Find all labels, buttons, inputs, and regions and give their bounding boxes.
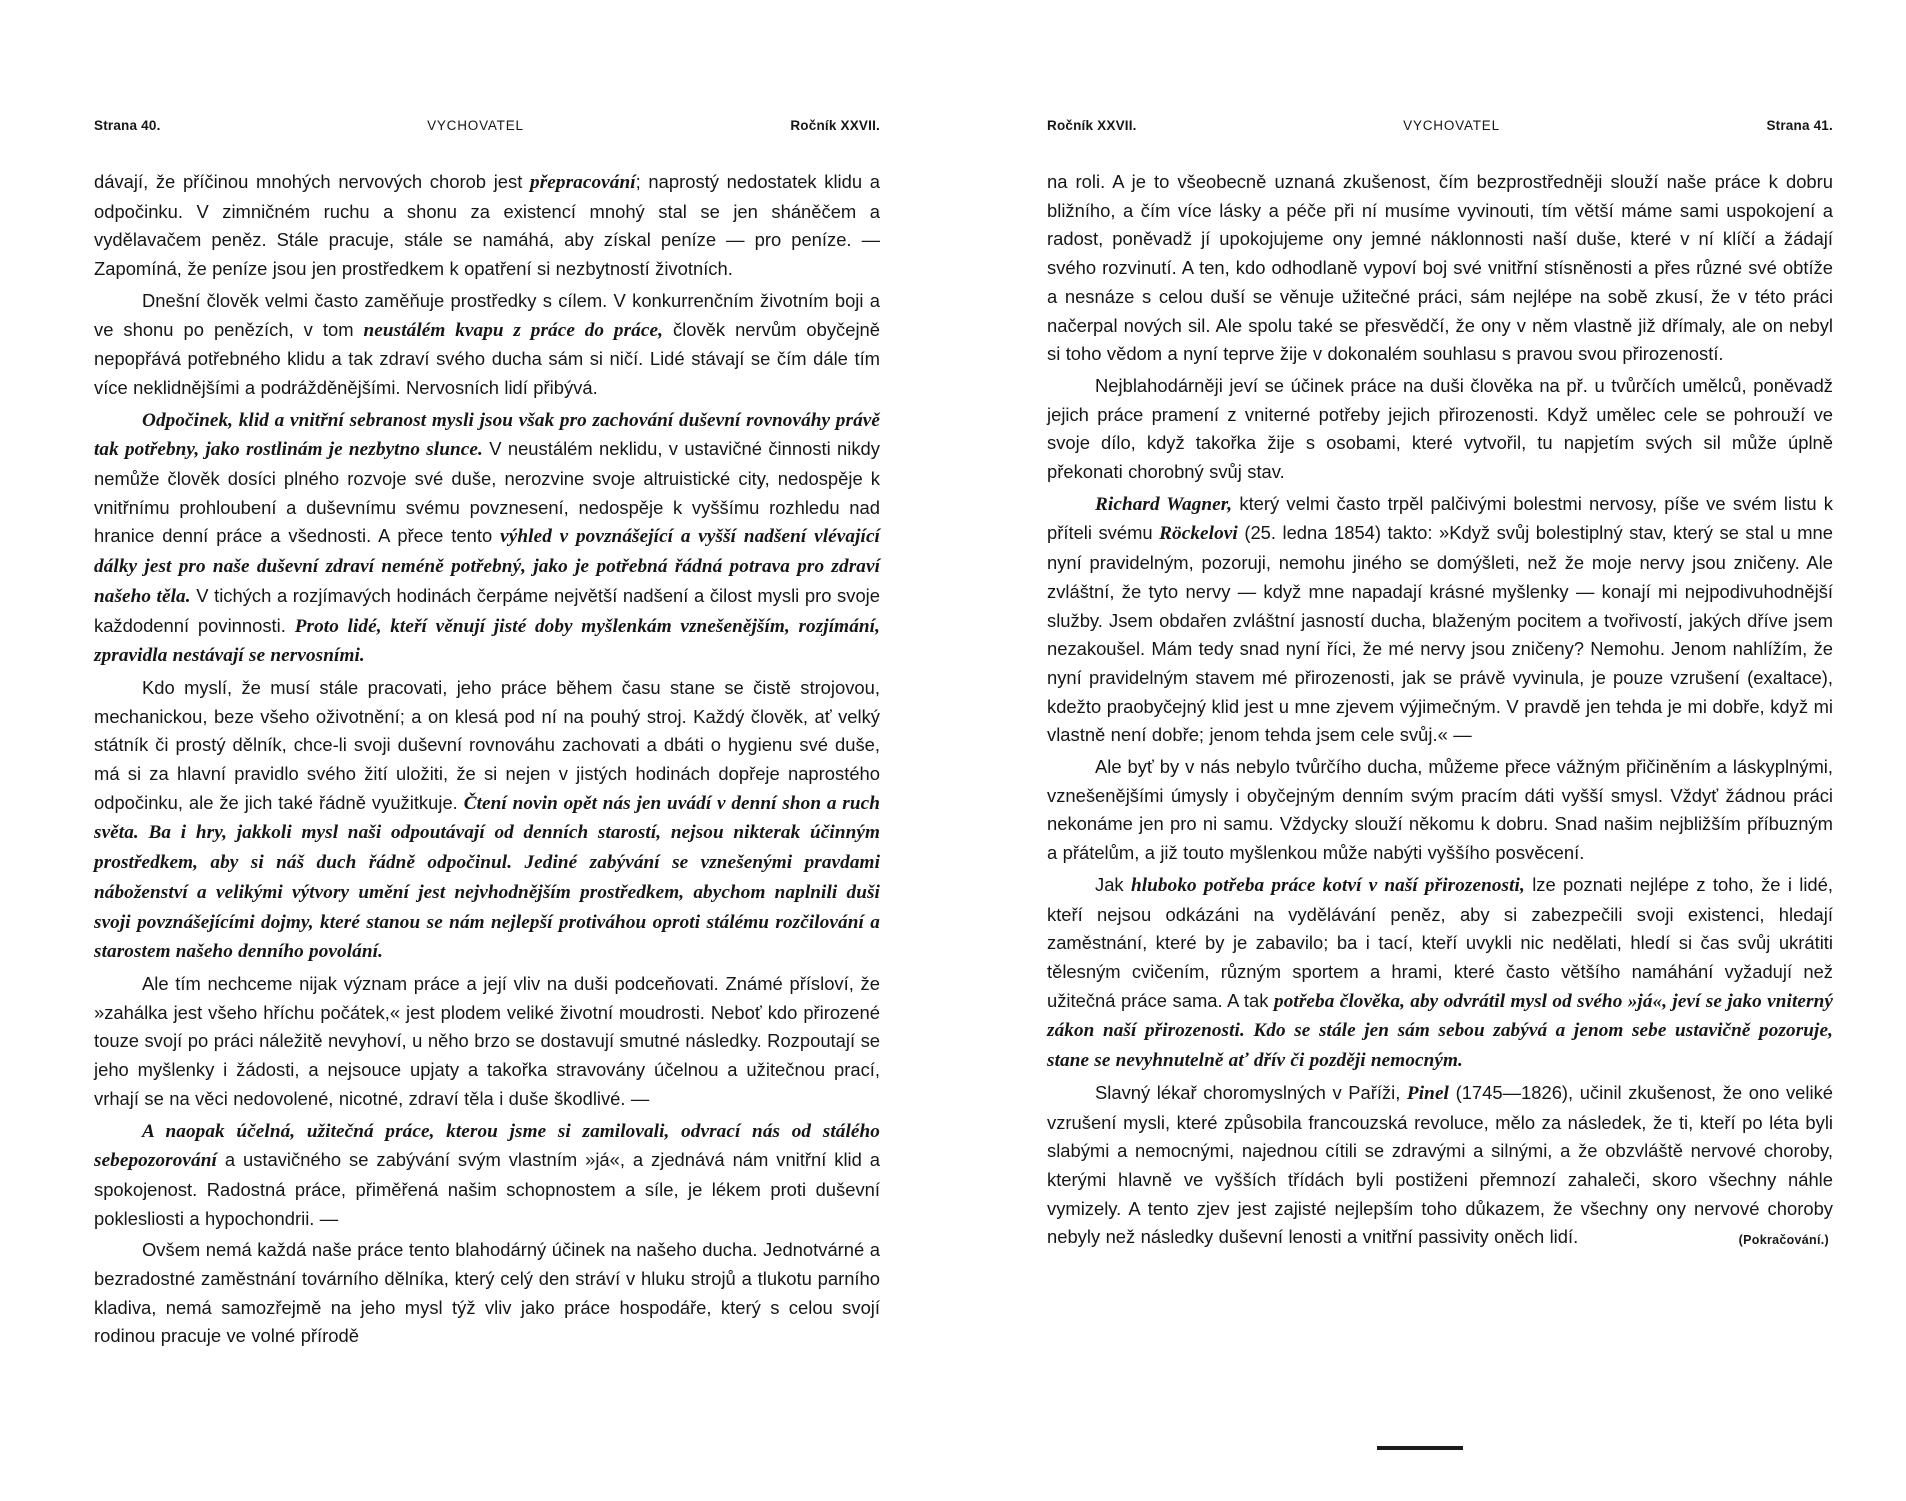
text-run: V tichých a rozjímavých hodinách čerpáme největší nadšení a čilost mysli pro svoje každodenní povinnosti. xyxy=(94,584,880,636)
paragraph xyxy=(1047,1079,1833,1252)
page-number: Strana 40. xyxy=(94,118,161,133)
emphasis-text: A naopak účelná, užitečná práce, kterou jsme si zamilovali, odvrací nás od stálého sebepozorování xyxy=(94,1120,880,1172)
right-page-body xyxy=(1047,168,1833,1252)
volume-label: Ročník XXVII. xyxy=(790,118,880,133)
paragraph xyxy=(94,1236,880,1351)
left-page-header xyxy=(94,118,880,140)
paragraph xyxy=(94,406,880,671)
text-run: Dnešní člověk velmi často zaměňuje prostředky s cílem. V konkurrenčním životním boji a ve shonu po penězích, v tom xyxy=(94,289,880,340)
paragraph xyxy=(1047,372,1833,487)
emphasis-text: Pinel xyxy=(1406,1082,1449,1104)
paragraph xyxy=(1047,168,1833,369)
text-run: (25. ledna 1854) takto: »Když svůj bolestiplný stav, který se stal u mne nyní pravidelným, pozoruji, nemohu jiného se domýšleti, než že moje nervy jsou zničeny. Ale zvláštní, že tyto nervy — když mne napadají krásné myšlenky — konají mi nejpodivuhodnější služby. Jsem obdařen zvláštní jasností ducha, blaženým pocitem a tvořivostí, jakých dříve jsem nezakoušel. Mám tedy snad nyní říci, že mé nervy jsou zničeny? Nemohu. Jenom nahlížím, že nyní pravidelným stavem mé přirozenosti, jak se právě vyvinula, je pouze vzrušení (exaltace), kdežto praobyčejný klid jest u mne zjevem výjimečným. V pravdě jen tehda je mi dobře, když mi vlastně není dobře; jenom tehda jsem cele svůj.« — xyxy=(1047,522,1833,746)
paragraph xyxy=(1047,753,1833,868)
right-page-header xyxy=(1047,118,1833,140)
emphasis-text: hluboko potřeba práce kotví v naší přirozenosti, xyxy=(1130,874,1525,896)
left-page-body xyxy=(94,168,880,1351)
emphasis-text: výhled v povznášející a vyšší nadšení vlévající dálky jest pro naše duševní zdraví neméně potřebný, jako je potřebná řádná potrava pro zdraví našeho těla. xyxy=(94,526,880,607)
emphasis-text: potřeba člověka, aby odvrátil mysl od svého »já«, jeví se jako vniterný zákon naší přirozenosti. Kdo se stále jen sám sebou zabývá a jenom sebe ustavičně pozoruje, stane se nevyhnutelně ať dřív či později nemocným. xyxy=(1047,990,1833,1072)
section-divider xyxy=(1377,1446,1463,1450)
text-run: Ale tím nechceme nijak význam práce a její vliv na duši podceňovati. Známé přísloví, že »zahálka jest všeho hříchu počátek,« jest plodem veliké životní moudrosti. Neboť kdo přirozené touze svojí po práci náležitě nevyhoví, u něho brzo se dostavují smutné následky. Rozpoutají se jeho myšlenky i žádosti, a nejsouce upjaty a takořka stravovány účelnou a užitečnou prací, vrhají se na věci nedovolené, nicotné, zdraví těla i duše škodlivé. — xyxy=(94,972,880,1109)
text-run: Ale byť by v nás nebylo tvůrčího ducha, můžeme přece vážným přičiněním a láskyplnými, vznešenějšími úmysly i obyčejným denním svým pracím dáti vyšší smysl. Vždyť žádnou práci nekonáme jen pro ni samu. Vždycky slouží někomu k dobru. Snad našim nejbližším příbuzným a přátelům, a již touto myšlenkou může nabýti vyššího posvěcení. xyxy=(1047,756,1833,864)
emphasis-text: Richard Wagner, xyxy=(1095,493,1233,515)
journal-title: VYCHOVATEL xyxy=(1403,118,1500,133)
right-page xyxy=(1047,118,1833,1458)
text-run: dávají, že příčinou mnohých nervových chorob jest xyxy=(94,171,530,192)
paragraph xyxy=(1047,490,1833,750)
continuation-note: (Pokračování.) xyxy=(1738,1233,1829,1248)
emphasis-text: Röckelovi xyxy=(1159,523,1238,545)
text-run: Kdo myslí, že musí stále pracovati, jeho práce během času stane se čistě strojovou, mechanickou, beze všeho oživotnění; a on klesá pod ní na pouhý stroj. Každý člověk, ať velký státník či prostý dělník, chce-li svoji duševní rovnováhu zachovati a dbáti o hygienu své duše, má si za hlavní pravidlo svého žití uložiti, že si nejen v jistých hodinách dopřeje naprostého odpočinku, ale že jich také řádně využitkuje. xyxy=(94,676,880,813)
page-number: Strana 41. xyxy=(1766,118,1833,133)
text-run: člověk nervům obyčejně nepopřává potřebného klidu a tak zdraví svého ducha sám si ničí. Lidé stávají se čím dále tím více neklidnějšími a podrážděnějšími. Nervosních lidí přibývá. xyxy=(94,318,881,398)
emphasis-text: neustálém kvapu z práce do práce, xyxy=(363,319,663,341)
emphasis-text: Čtení novin opět nás jen uvádí v denní shon a ruch světa. Ba i hry, jakkoli mysl naši odpoutávají od denních starostí, nejsou nikterak účinným prostředkem, aby si náš duch řádně odpočinul. Jediné zabývání se vznešenými pravdami náboženství a velikými výtvory umění jest nejvhodnějším prostředkem, abychom naplnili duši svoji povznášejícími dojmy, které stanou se nám nejlepší protiváhou oproti stálému rozčilování a starostem našeho denního povolání. xyxy=(94,792,880,963)
text-run: a ustavičného se zabývání svým vlastním »já«, a zjednává nám vnitřní klid a spokojenost. Radostná práce, přiměřená našim schopnostem a síle, je lékem proti duševní poklesliosti a hypochondrii. — xyxy=(94,1149,880,1229)
text-run: (1745—1826), učinil zkušenost, že ono veliké vzrušení mysli, které způsobila francouzská revoluce, mělo za následek, že ti, kteří po léta byli slabými a nemocnými, najednou cítili se zdravými a silnými, a že obzvláště nervové choroby, kterými hlavně ve vyšších třídách byli postiženi přemnozí zahaleči, skoro všechny náhle vymizely. A tento zjev jest zajisté nejlepším toho důkazem, že všechny ony nervové choroby nebyly než následky duševní lenosti a vnitřní passivity oněch lidí. xyxy=(1047,1081,1833,1248)
paragraph xyxy=(94,970,880,1114)
text-run: lze poznati nejlépe z toho, že i lidé, kteří nejsou odkázáni na vydělávání peněz, aby si zabezpečili svoji existenci, hledají zaměstnání, které by je zabavilo; ba i tací, kteří uvykli nic nedělati, hledí si čas svůj ukrátiti tělesným cvičením, různým sportem a hrami, které často většího namáhání vyžadují než užitečná práce sama. A tak xyxy=(1047,873,1833,1011)
text-run: Slavný lékař choromyslných v Paříži, xyxy=(1095,1081,1407,1103)
text-run: ; naprostý nedostatek klidu a odpočinku. V zimničném ruchu a shonu za existencí mnohý stal se jen sháněčem a vydělavačem peněz. Stále pracuje, stále se namáhá, aby získal peníze — pro peníze. — Zapomíná, že peníze jsou jen prostředkem k opatření si nezbytností životních. xyxy=(94,171,880,280)
paragraph xyxy=(1047,871,1833,1076)
paragraph xyxy=(94,168,880,284)
emphasis-text: přepracování xyxy=(530,172,636,193)
paragraph xyxy=(94,674,880,967)
text-run: V neustálém neklidu, v ustavičné činnosti nikdy nemůže člověk dosíci plného rozvoje své duše, nerozvine svoje altruistické city, nedospěje k vnitřnímu prohloubení a duševnímu svému povznesení, nedospěje k vyššímu rozhledu nad hranice denní práce a všednosti. A přece tento xyxy=(94,438,880,547)
text-run: Nejblahodárněji jeví se účinek práce na duši člověka na př. u tvůrčích umělců, poněvadž jejich práce pramení z vniterné potřeby jejich přirozenosti. Když umělec cele se pohrouží ve svoje dílo, když takořka žije s osobami, které vytvořil, tu napjetím svých sil může úplně překonati chorobný svůj stav. xyxy=(1047,374,1833,483)
emphasis-text: Odpočinek, klid a vnitřní sebranost mysli jsou však pro zachování duševní rovnováhy právě tak potřebny, jako rostlinám je nezbytno slunce. xyxy=(94,409,880,461)
paragraph xyxy=(94,287,880,403)
text-run: na roli. A je to všeobecně uznaná zkušenost, čím bezprostředněji slouží naše práce k dobru bližního, a čím více lásky a péče při ní musíme vyvinouti, tím větší máme sami uspokojení a radost, poněvadž jí upokojujeme ony jemné náklonnosti naší duše, které v ní klíčí a žádají svého rozvinutí. A ten, kdo odhodlaně vypoví boj své vnitřní stísněnosti a přes různé své obtíže a nesnáze s celou duší se věnuje užitečné práci, sám nejlépe na sobě zkusí, že v této práci načerpal nových sil. Ale spolu také se přesvědčí, že ony v něm vlastně již dřímaly, ale on nebyl si toho vědom a nyní teprve žije v dokonalém souhlasu s pravou svou přirozeností. xyxy=(1047,171,1833,365)
paragraph xyxy=(94,1117,880,1234)
volume-label: Ročník XXVII. xyxy=(1047,118,1137,133)
emphasis-text: Proto lidé, kteří věnují jisté doby myšlenkám vznešenějším, rozjímání, zpravidla nestávají se nervosními. xyxy=(94,615,880,667)
text-run: který velmi často trpěl palčivými bolestmi nervosy, píše ve svém listu k příteli svému xyxy=(1047,492,1834,544)
left-page xyxy=(94,118,880,1458)
text-run: Ovšem nemá každá naše práce tento blahodárný účinek na našeho ducha. Jednotvárné a bezradostné zaměstnání továrního dělníka, který celý den stráví v hluku strojů a tlukotu parního kladiva, nemá samozřejmě na jeho mysl týž vliv jako práce hospodáře, který s celou svojí rodinou pracuje ve volné přírodě xyxy=(94,1239,880,1347)
text-run: Jak xyxy=(1095,873,1131,895)
journal-title: VYCHOVATEL xyxy=(427,118,524,133)
